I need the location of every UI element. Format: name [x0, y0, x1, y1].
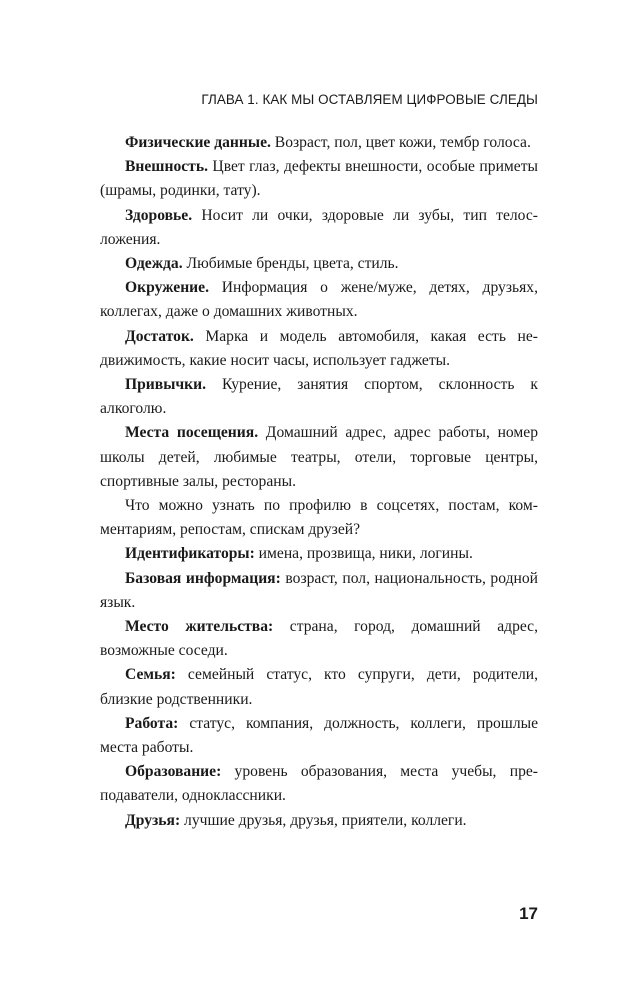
- paragraph: [100, 567, 538, 615]
- paragraph: [100, 542, 538, 566]
- term: Здоровье.: [125, 206, 193, 224]
- paragraph: [100, 155, 538, 203]
- term: Одежда.: [125, 255, 183, 273]
- paragraph-text: Любимые бренды, цвета, стиль.: [182, 255, 399, 273]
- paragraph: [100, 615, 538, 663]
- term: Места посещения.: [125, 424, 259, 442]
- paragraph-text: семейный статус, кто супруги, дети, родители, близкие родственники.: [100, 666, 538, 708]
- term: Друзья:: [125, 811, 181, 829]
- paragraph-text: имена, прозвища, ники, логины.: [254, 545, 473, 563]
- running-header: ГЛАВА 1. КАК МЫ ОСТАВЛЯЕМ ЦИФРОВЫЕ СЛЕДЫ: [201, 92, 538, 107]
- paragraph: [100, 131, 538, 155]
- paragraph: [100, 204, 538, 252]
- term: Место жительства:: [125, 618, 274, 636]
- paragraph: [100, 421, 538, 494]
- paragraph-text: страна, город, домашний адрес, возможные соседи.: [100, 618, 538, 660]
- term: Привычки.: [125, 376, 207, 394]
- term: Образование:: [125, 763, 222, 781]
- term: Семья:: [125, 666, 176, 684]
- term: Работа:: [125, 714, 179, 732]
- paragraph: [100, 494, 538, 542]
- paragraph-text: статус, компания, должность, коллеги, прошлые места работы.: [100, 714, 538, 757]
- paragraph-text: Домашний адрес, адрес работы, номер школы детей, любимые театры, отели, торговые центры, спортивные залы, рестораны.: [100, 424, 539, 490]
- paragraph-text: уровень образования, места учебы, преподаватели, одноклассники.: [100, 763, 538, 805]
- paragraph-text: возраст, пол, национальность, родной язык.: [100, 569, 538, 611]
- paragraph: [100, 325, 538, 373]
- paragraph: [100, 252, 538, 276]
- paragraph: [100, 276, 538, 324]
- paragraph-text: Что можно узнать по профилю в соцсетях, постам, комментариям, репостам, спискам друзей?: [100, 497, 538, 539]
- term: Окружение.: [125, 279, 209, 297]
- page-number: 17: [519, 904, 538, 923]
- page-body: [100, 131, 538, 833]
- paragraph: [100, 809, 538, 833]
- term: Достаток.: [125, 327, 194, 345]
- paragraph-text: Цвет глаз, дефекты внешности, особые приметы (шрамы, родинки, тату).: [100, 158, 538, 200]
- paragraph-text: лучшие друзья, друзья, приятели, коллеги.: [180, 811, 467, 829]
- paragraph-text: Курение, занятия спортом, склонность к алкоголю.: [100, 376, 538, 418]
- paragraph: [100, 373, 538, 421]
- paragraph: [100, 663, 538, 711]
- term: Идентификаторы:: [125, 545, 255, 563]
- paragraph: [100, 712, 538, 760]
- paragraph-text: Информация о жене/муже, детях, друзьях, коллегах, даже о домашних животных.: [100, 279, 538, 321]
- term: Внешность.: [125, 158, 208, 176]
- paragraph-text: Марка и модель автомобиля, какая есть недвижимость, какие носит часы, использует гаджеты.: [100, 327, 538, 369]
- paragraph-text: Носит ли очки, здоровые ли зубы, тип телосложения.: [100, 206, 538, 248]
- term: Базовая информация:: [125, 569, 281, 587]
- paragraph: [100, 760, 538, 808]
- term: Физические данные.: [125, 134, 271, 151]
- paragraph-text: Возраст, пол, цвет кожи, тембр голоса.: [270, 134, 531, 151]
